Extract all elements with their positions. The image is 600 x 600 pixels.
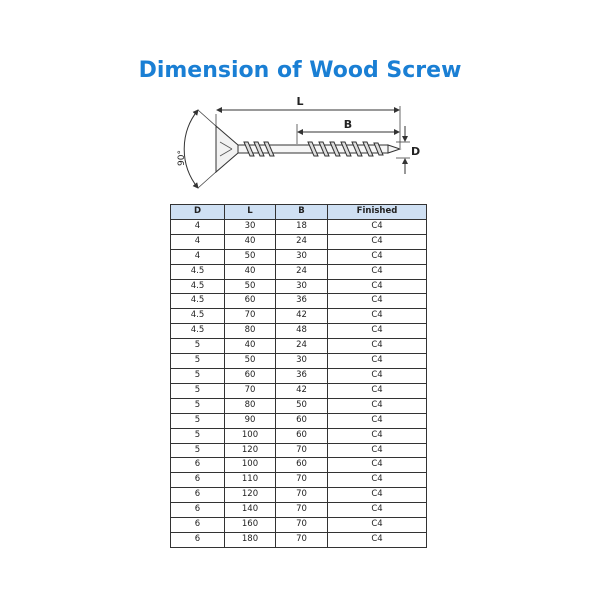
cell-d: 4 [171, 219, 225, 234]
cell-l: 70 [225, 309, 276, 324]
cell-l: 120 [225, 488, 276, 503]
cell-l: 160 [225, 518, 276, 533]
cell-finished: C4 [328, 503, 427, 518]
cell-d: 4 [171, 249, 225, 264]
cell-l: 70 [225, 383, 276, 398]
cell-l: 100 [225, 458, 276, 473]
cell-l: 120 [225, 443, 276, 458]
table-row [171, 234, 427, 249]
cell-finished: C4 [328, 398, 427, 413]
cell-d: 5 [171, 428, 225, 443]
cell-d: 5 [171, 368, 225, 383]
cell-d: 5 [171, 443, 225, 458]
cell-finished: C4 [328, 368, 427, 383]
thread-label: B [343, 118, 353, 131]
table-row [171, 398, 427, 413]
table-row [171, 219, 427, 234]
cell-l: 80 [225, 324, 276, 339]
table-row [171, 503, 427, 518]
cell-b: 60 [276, 413, 328, 428]
cell-b: 60 [276, 458, 328, 473]
column-header-b: B [276, 205, 328, 220]
angle-arc [184, 110, 198, 188]
cell-finished: C4 [328, 383, 427, 398]
cell-d: 5 [171, 354, 225, 369]
column-header-d: D [171, 205, 225, 220]
table-row [171, 413, 427, 428]
table-row [171, 518, 427, 533]
cell-b: 18 [276, 219, 328, 234]
cell-b: 42 [276, 383, 328, 398]
cell-l: 50 [225, 354, 276, 369]
table-row [171, 249, 427, 264]
cell-l: 90 [225, 413, 276, 428]
cell-b: 30 [276, 354, 328, 369]
cell-b: 24 [276, 339, 328, 354]
cell-l: 50 [225, 279, 276, 294]
cell-b: 30 [276, 249, 328, 264]
table-row [171, 473, 427, 488]
cell-l: 40 [225, 264, 276, 279]
cell-d: 4.5 [171, 294, 225, 309]
table-row [171, 488, 427, 503]
upper-threads [244, 142, 274, 156]
cell-b: 24 [276, 264, 328, 279]
cell-l: 30 [225, 219, 276, 234]
cell-finished: C4 [328, 488, 427, 503]
table-row [171, 339, 427, 354]
cell-d: 5 [171, 383, 225, 398]
table-row [171, 279, 427, 294]
cell-b: 70 [276, 488, 328, 503]
screw-head [216, 126, 238, 172]
page-title: Dimension of Wood Screw [138, 58, 462, 83]
cell-l: 180 [225, 532, 276, 547]
cell-b: 42 [276, 309, 328, 324]
diameter-label: D [411, 145, 421, 158]
cell-finished: C4 [328, 339, 427, 354]
cell-b: 30 [276, 279, 328, 294]
table-row [171, 294, 427, 309]
cell-finished: C4 [328, 234, 427, 249]
table-row [171, 458, 427, 473]
cell-d: 4.5 [171, 324, 225, 339]
table-header-row [171, 205, 427, 220]
cell-b: 60 [276, 428, 328, 443]
column-header-finished: Finished [328, 205, 427, 220]
cell-l: 40 [225, 339, 276, 354]
table-row [171, 309, 427, 324]
cell-b: 70 [276, 443, 328, 458]
table-row [171, 368, 427, 383]
screw-tip [388, 145, 400, 153]
cell-b: 24 [276, 234, 328, 249]
cell-d: 6 [171, 458, 225, 473]
length-label: L [296, 95, 304, 108]
cell-l: 60 [225, 368, 276, 383]
cell-finished: C4 [328, 458, 427, 473]
cell-b: 70 [276, 503, 328, 518]
cell-d: 6 [171, 532, 225, 547]
cell-d: 5 [171, 339, 225, 354]
cell-d: 4.5 [171, 264, 225, 279]
cell-d: 6 [171, 518, 225, 533]
cell-finished: C4 [328, 354, 427, 369]
cell-finished: C4 [328, 413, 427, 428]
cell-b: 48 [276, 324, 328, 339]
cell-d: 6 [171, 488, 225, 503]
table-row [171, 428, 427, 443]
table-row [171, 324, 427, 339]
cell-finished: C4 [328, 219, 427, 234]
cell-b: 70 [276, 473, 328, 488]
screw-dimension-diagram [160, 92, 440, 202]
cell-d: 5 [171, 413, 225, 428]
cell-d: 5 [171, 398, 225, 413]
cell-l: 80 [225, 398, 276, 413]
cell-b: 70 [276, 532, 328, 547]
cell-l: 100 [225, 428, 276, 443]
cell-finished: C4 [328, 518, 427, 533]
cell-finished: C4 [328, 279, 427, 294]
table-row [171, 383, 427, 398]
cell-finished: C4 [328, 473, 427, 488]
angle-label: 90° [177, 150, 187, 166]
cell-b: 36 [276, 368, 328, 383]
cell-l: 140 [225, 503, 276, 518]
cell-finished: C4 [328, 249, 427, 264]
table-row [171, 443, 427, 458]
cell-finished: C4 [328, 428, 427, 443]
cell-finished: C4 [328, 264, 427, 279]
cell-d: 6 [171, 473, 225, 488]
cell-d: 4.5 [171, 279, 225, 294]
cell-d: 6 [171, 503, 225, 518]
dimension-table [170, 204, 427, 548]
cell-finished: C4 [328, 294, 427, 309]
cell-finished: C4 [328, 309, 427, 324]
cell-l: 60 [225, 294, 276, 309]
cell-finished: C4 [328, 443, 427, 458]
table-row [171, 532, 427, 547]
cell-l: 110 [225, 473, 276, 488]
cell-d: 4.5 [171, 309, 225, 324]
cell-finished: C4 [328, 324, 427, 339]
table-row [171, 354, 427, 369]
cell-l: 40 [225, 234, 276, 249]
cell-b: 70 [276, 518, 328, 533]
cell-finished: C4 [328, 532, 427, 547]
cell-b: 36 [276, 294, 328, 309]
column-header-l: L [225, 205, 276, 220]
cell-l: 50 [225, 249, 276, 264]
table-row [171, 264, 427, 279]
cell-b: 50 [276, 398, 328, 413]
cell-d: 4 [171, 234, 225, 249]
table-body [171, 219, 427, 547]
